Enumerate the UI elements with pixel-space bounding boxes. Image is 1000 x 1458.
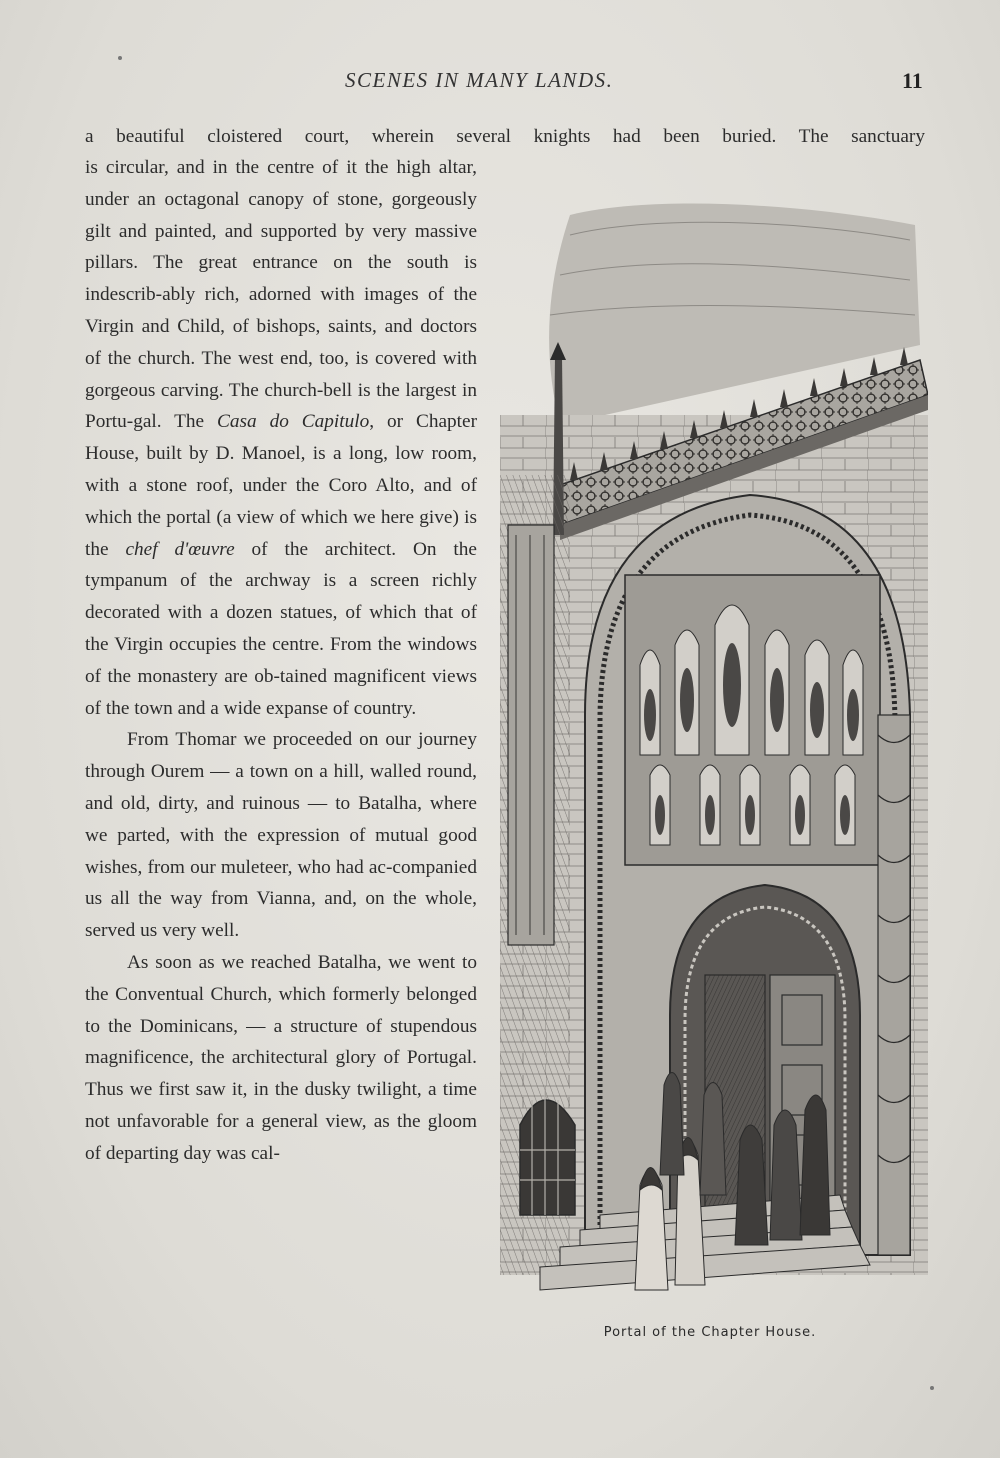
paragraph-1-part-c: of the architect. On the tympanum of the archway is a screen richly decorated with a dozen statues, of which that of the Virgin occupies the centre. From the windows of the monastery are ob-tained magnificent views of the town and a wide expanse of country. — [85, 538, 477, 719]
paragraph-3: As soon as we reached Batalha, we went to the Conventual Church, which formerly belonged to the Dominicans, — a structure of stupendous magnificence, the architectural glory of Portugal. Thus we first saw it, in the dusky twilight, a time not unfavorable for a general view, as the gloom of departing day was cal- — [85, 951, 477, 1164]
barred-window — [520, 1100, 575, 1215]
paragraph-1 — [85, 152, 477, 724]
running-head — [0, 62, 1000, 102]
paragraph-1-part-b: , or Chapter House, built by D. Manoel, is a long, low room, with a stone roof, under the Coro Alto, and of which the portal (a view of which we here give) is the — [85, 411, 477, 560]
text-column — [85, 152, 477, 1170]
italic-casa-do-capitulo: Casa do Capitulo — [217, 411, 370, 433]
portal-engraving — [500, 195, 928, 1295]
paragraph-1-part-a: is circular, and in the centre of it the high altar, under an octagonal canopy of stone, gorgeously gilt and painted, and supported by very massive pillars. The great entrance on the south is indescrib-ably rich, adorned with images of the Virgin and Child, of bishops, saints, and doctors of the church. The west end, too, is covered with gorgeous carving. The church-bell is the largest in Portu-gal. The — [85, 157, 477, 433]
running-title: SCENES IN MANY LANDS. — [345, 68, 614, 92]
paper-speck — [930, 1386, 934, 1390]
paragraph-2: From Thomar we proceeded on our journey through Ourem — a town on a hill, walled round, and old, dirty, and ruinous — to Batalha, where we parted, with the expression of mutual good wishes, from our muleteer, who had ac-companied us all the way from Vianna, and, on the whole, served us very well. — [85, 729, 477, 942]
italic-chef-doeuvre: chef d'œuvre — [125, 538, 235, 560]
figure-caption: Portal of the Chapter House. — [603, 1325, 817, 1340]
page-number: 11 — [902, 68, 923, 93]
full-width-line: a beautiful cloistered court, wherein several knights had been buried. The sanctuary — [85, 126, 925, 147]
paper-speck — [118, 56, 122, 60]
